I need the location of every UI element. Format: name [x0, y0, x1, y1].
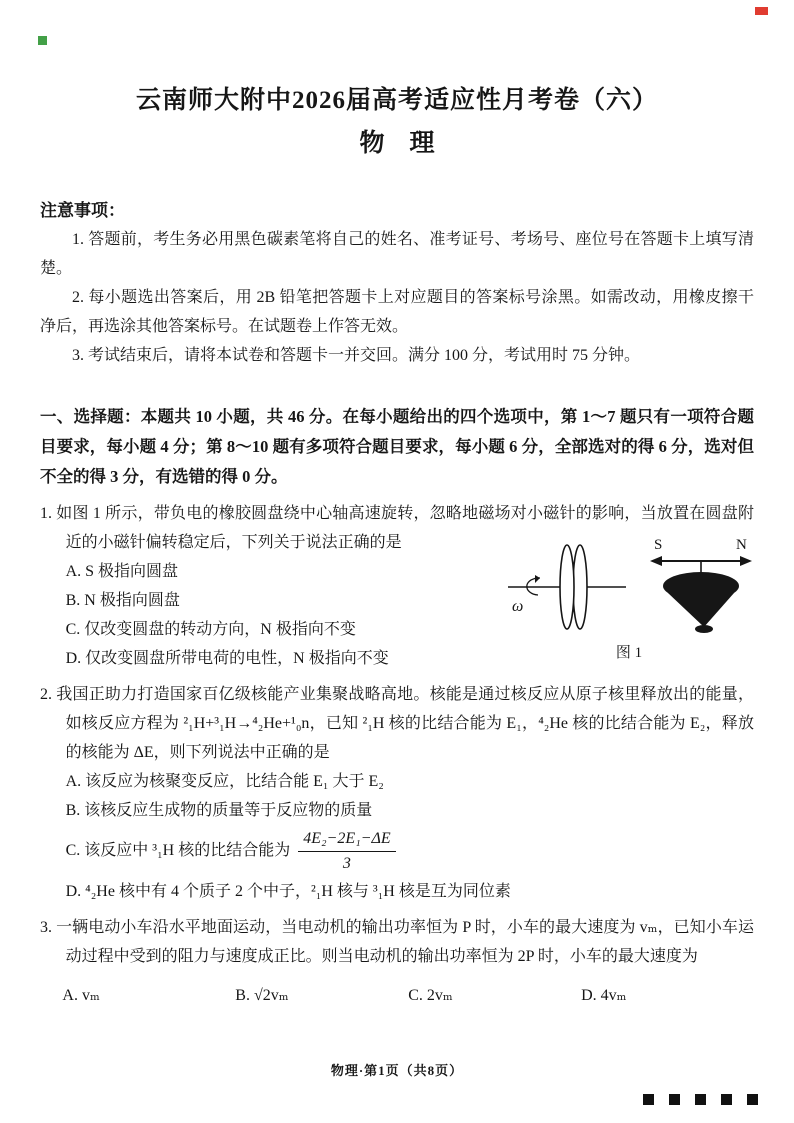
notice-section [40, 197, 754, 370]
registration-mark-green [38, 36, 47, 45]
disk-front [560, 545, 574, 629]
page-footer: 物理·第1页（共8页） [330, 1063, 464, 1078]
exam-subject: 物 理 [359, 130, 435, 157]
question-3-option-a: A. vₘ [62, 987, 100, 1004]
question-1-option-c: C. 仅改变圆盘的转动方向，N 极指向不变 [65, 621, 356, 638]
registration-square [643, 1094, 654, 1105]
question-3-option-b: B. √2vₘ [235, 987, 289, 1004]
compass-base-foot [695, 625, 713, 633]
registration-square [747, 1094, 758, 1105]
question-2-option-c [66, 825, 754, 877]
question-2-option-d: D. ⁴₂He 核中有 4 个质子 2 个中子，²₁H 核与 ³₁H 核是互为同位素 [65, 883, 511, 900]
question-2-option-a: A. 该反应为核聚变反应，比结合能 E₁ 大于 E₂ [65, 773, 384, 790]
question-3-stem: 3. 一辆电动小车沿水平地面运动，当电动机的输出功率恒为 P 时，小车的最大速度为 vₘ，已知小车运动过程中受到的阻力与速度成正比。则当电动机的输出功率恒为 2P 时，小车的最大速度为 [40, 919, 754, 965]
compass-base-body [668, 593, 734, 627]
question-2 [40, 680, 754, 906]
section-1-heading: 一、选择题：本题共 10 小题，共 46 分。在每小题给出的四个选项中，第 1～7 题只有一项符合题目要求，每小题 4 分；第 8～10 题有多项符合题目要求，每小题 6 分，全部选对的得 6 分，选对但不全的得 3 分，有选错的得 0 分。 [40, 407, 754, 486]
binding-energy-fraction [298, 827, 395, 875]
question-2-option-b: B. 该核反应生成物的质量等于反应物的质量 [65, 802, 373, 819]
needle-tip-right [740, 556, 752, 566]
question-3-option-c: C. 2vₘ [408, 987, 453, 1004]
figure-1-drawing [504, 531, 754, 643]
question-2-option-c-text: C. 该反应中 ³₁H 核的比结合能为 [65, 842, 291, 859]
omega-label: ω [512, 598, 524, 615]
question-2-stem: 2. 我国正助力打造国家百亿级核能产业集聚战略高地。核能是通过核反应从原子核里释放出的能量，如核反应方程为 ²₁H+³₁H→⁴₂He+¹₀n，已知 ²₁H 核的比结合能为 E₁，⁴₂He 核的比结合能为 E₂，释放的核能为 ΔE，则下列说法中正确的是 [40, 686, 754, 761]
question-1-option-b: B. N 极指向圆盘 [65, 592, 180, 609]
question-1 [40, 499, 754, 673]
registration-square [695, 1094, 706, 1105]
disk-back [573, 545, 587, 629]
question-1-stem: 1. 如图 1 所示，带负电的橡胶圆盘绕中心轴高速旋转，忽略地磁场对小磁针的影响，当放置在圆盘附近的小磁针偏转稳定后，下列关于说法正确的是 [40, 505, 754, 551]
question-3-option-d: D. 4vₘ [581, 987, 627, 1004]
question-1-option-d: D. 仅改变圆盘所带电荷的电性，N 极指向不变 [65, 650, 389, 667]
exam-title: 云南师大附中2026届高考适应性月考卷（六） [135, 87, 658, 114]
notice-item-3: 3. 考试结束后，请将本试卷和答题卡一并交回。满分 100 分，考试用时 75 分钟。 [72, 347, 641, 364]
rotation-arrowhead [535, 575, 540, 583]
fraction-numerator: 4E₂−2E₁−ΔE [298, 827, 395, 852]
figure-1 [504, 531, 754, 663]
registration-square [669, 1094, 680, 1105]
north-pole-label: N [736, 537, 747, 553]
notice-item-2: 2. 每小题选出答案后，用 2B 铅笔把答题卡上对应题目的答案标号涂黑。如需改动，用橡皮擦干净后，再选涂其他答案标号。在试题卷上作答无效。 [40, 289, 754, 335]
registration-square [721, 1094, 732, 1105]
question-3 [40, 913, 754, 1010]
south-pole-label: S [654, 537, 663, 553]
registration-mark-red [755, 7, 768, 15]
notice-heading: 注意事项： [40, 201, 125, 220]
question-3-options-row [40, 981, 754, 1010]
needle-tip-left [650, 556, 662, 566]
notice-item-1: 1. 答题前，考生务必用黑色碳素笔将自己的姓名、准考证号、考场号、座位号在答题卡上填写清楚。 [40, 231, 754, 277]
figure-1-caption: 图 1 [615, 645, 643, 661]
fraction-denominator: 3 [342, 855, 351, 872]
question-1-option-a: A. S 极指向圆盘 [65, 563, 179, 580]
registration-squares [643, 1094, 758, 1105]
